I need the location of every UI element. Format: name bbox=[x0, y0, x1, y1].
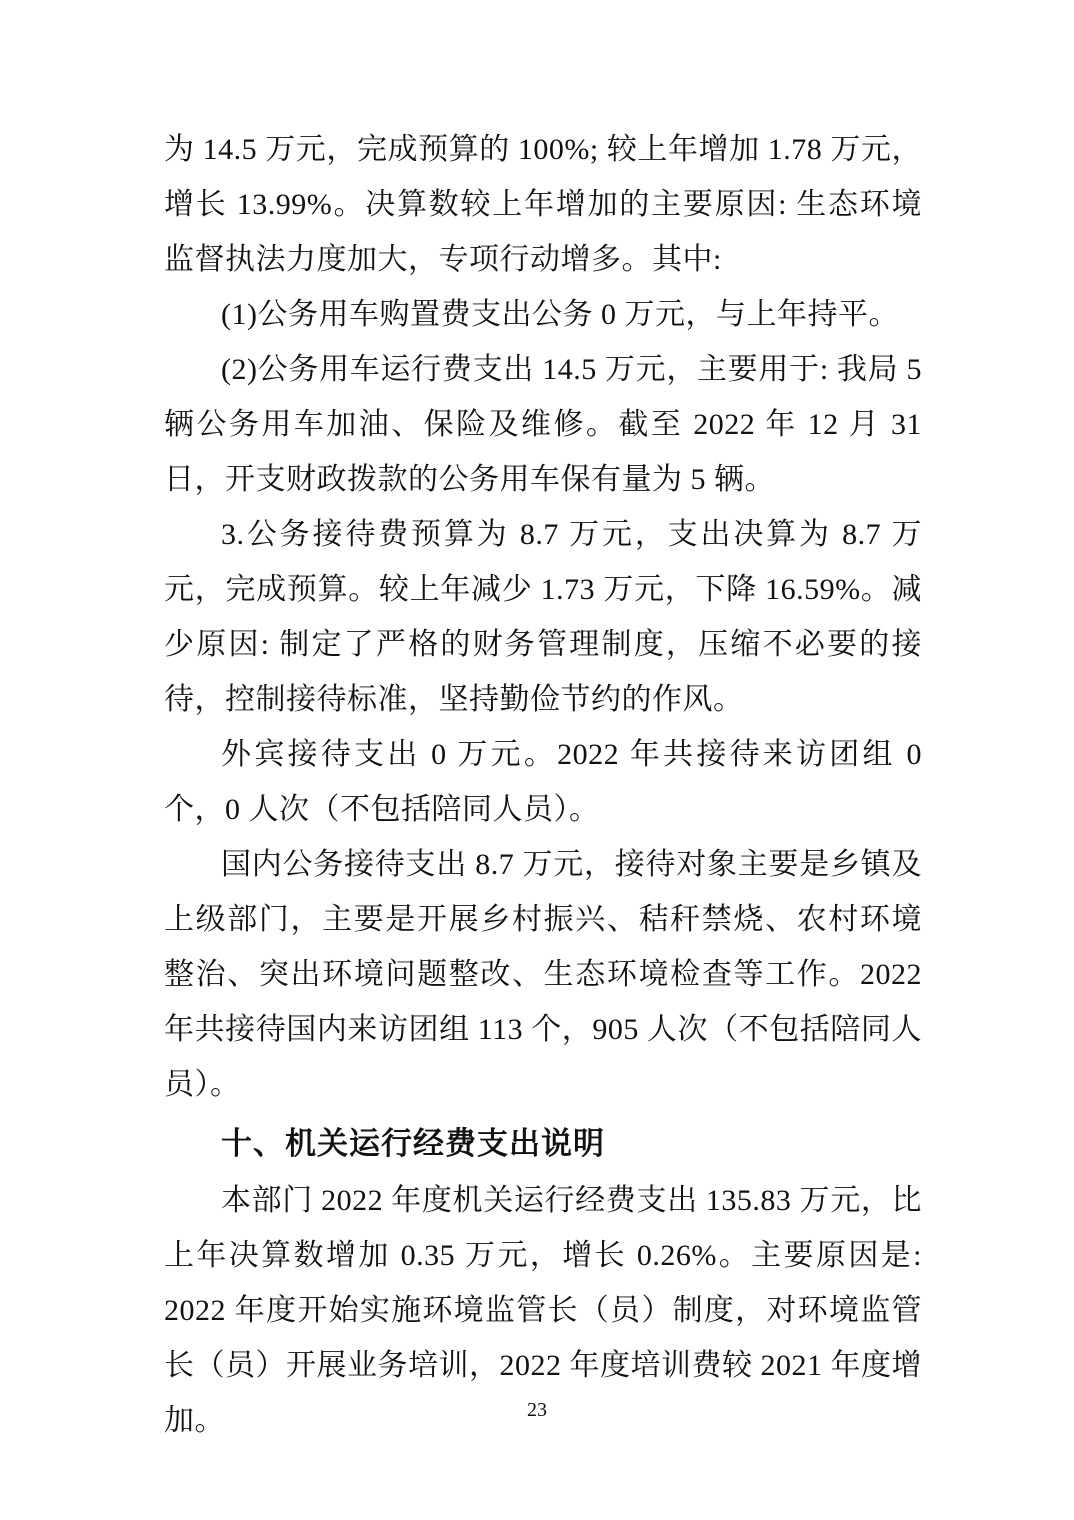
paragraph-domestic-reception: 国内公务接待支出 8.7 万元，接待对象主要是乡镇及上级部门，主要是开展乡村振兴、秸秆禁烧、农村环境整治、突出环境问题整改、生态环境检查等工作。2022 年共接待国内来访团组 113 个，905 人次（不包括陪同人员）。 bbox=[164, 848, 922, 1101]
paragraph-vehicle-purchase: (1)公务用车购置费支出公务 0 万元，与上年持平。 bbox=[221, 298, 899, 331]
section-heading-agency-operating-expenses: 十、机关运行经费支出说明 bbox=[221, 1126, 605, 1161]
paragraph-foreign-reception: 外宾接待支出 0 万元。2022 年共接待来访团组 0 个，0 人次（不包括陪同人员）。 bbox=[164, 738, 922, 826]
page-number: 23 bbox=[527, 1399, 547, 1421]
paragraph-vehicle-operation: (2)公务用车运行费支出 14.5 万元，主要用于: 我局 5 辆公务用车加油、保险及维修。截至 2022 年 12 月 31 日，开支财政拨款的公务用车保有量为 5 辆。 bbox=[164, 353, 922, 496]
paragraph-operating-expenses-detail: 本部门 2022 年度机关运行经费支出 135.83 万元，比上年决算数增加 0.35 万元，增长 0.26%。主要原因是: 2022 年度开始实施环境监管长（员）制度，对环境监管长（员）开展业务培训，2022 年度培训费较 2021 年度增加。 bbox=[164, 1184, 922, 1437]
paragraph-official-reception: 3.公务接待费预算为 8.7 万元，支出决算为 8.7 万元，完成预算。较上年减少 1.73 万元，下降 16.59%。减少原因: 制定了严格的财务管理制度，压缩不必要的接待，控制接待标准，坚持勤俭节约的作风。 bbox=[164, 518, 922, 716]
paragraph-continuation: 为 14.5 万元，完成预算的 100%; 较上年增加 1.78 万元，增长 13.99%。决算数较上年增加的主要原因: 生态环境监督执法力度加大，专项行动增多。其中: bbox=[164, 133, 922, 276]
document-body bbox=[164, 122, 922, 1448]
